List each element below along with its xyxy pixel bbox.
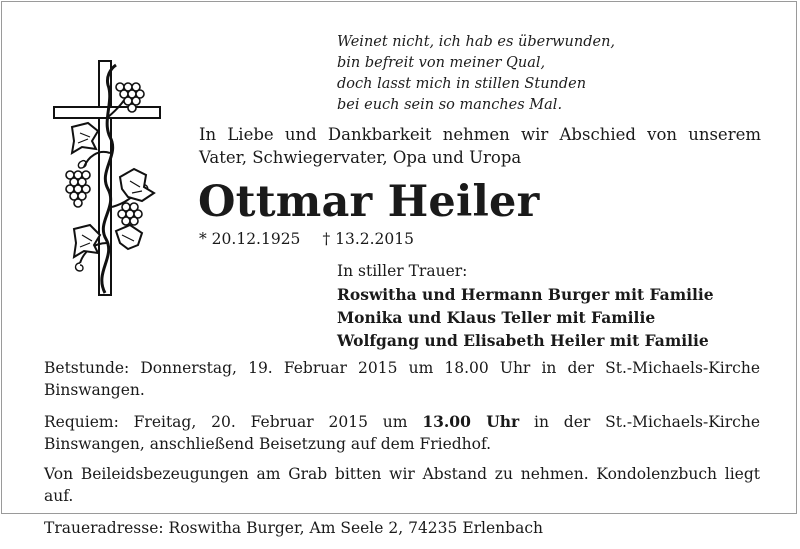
birth-date: * 20.12.1925 xyxy=(199,230,301,248)
poem-line: doch lasst mich in stillen Stunden xyxy=(337,76,587,92)
requiem xyxy=(44,411,760,455)
poem-line: bei euch sein so manches Mal. xyxy=(337,97,563,113)
prayer-hour: Betstunde: Donnerstag, 19. Februar 2015 um 18.00 Uhr in der St.-Michaels-Kirche Binswangen. xyxy=(44,359,760,399)
death-date: † 13.2.2015 xyxy=(322,230,414,248)
service-info xyxy=(44,357,760,549)
poem-line: bin befreit von meiner Qual, xyxy=(337,55,546,71)
obituary-notice xyxy=(1,1,797,537)
cross-with-grapevine-icon xyxy=(50,57,168,297)
life-dates xyxy=(199,230,414,248)
mourning-address: Traueradresse: Roswitha Burger, Am Seele 2, 74235 Erlenbach xyxy=(44,519,543,537)
mourner-family: Roswitha und Hermann Burger mit Familie xyxy=(337,285,714,304)
mourning-heading: In stiller Trauer: xyxy=(337,262,468,280)
requiem-time: 13.00 Uhr xyxy=(422,412,520,431)
farewell-intro: In Liebe und Dankbarkeit nehmen wir Abschied von unserem Vater, Schwiegervater, Opa und Uropa xyxy=(199,125,761,167)
requiem-text-continued: in der St.-Michaels-Kirche Binswangen, anschließend Beisetzung auf dem Friedhof. xyxy=(44,413,761,453)
poem-line: Weinet nicht, ich hab es überwunden, xyxy=(337,34,616,50)
mourner-family: Monika und Klaus Teller mit Familie xyxy=(337,308,656,327)
mourners xyxy=(337,260,714,352)
requiem-text: Requiem: Freitag, 20. Februar 2015 um xyxy=(44,413,423,431)
condolence-note: Von Beileidsbezeugungen am Grab bitten wir Abstand zu nehmen. Kondolenzbuch liegt auf. xyxy=(44,465,760,505)
mourner-family: Wolfgang und Elisabeth Heiler mit Familie xyxy=(337,331,709,350)
poem xyxy=(337,32,657,116)
deceased-name: Ottmar Heiler xyxy=(198,177,540,227)
